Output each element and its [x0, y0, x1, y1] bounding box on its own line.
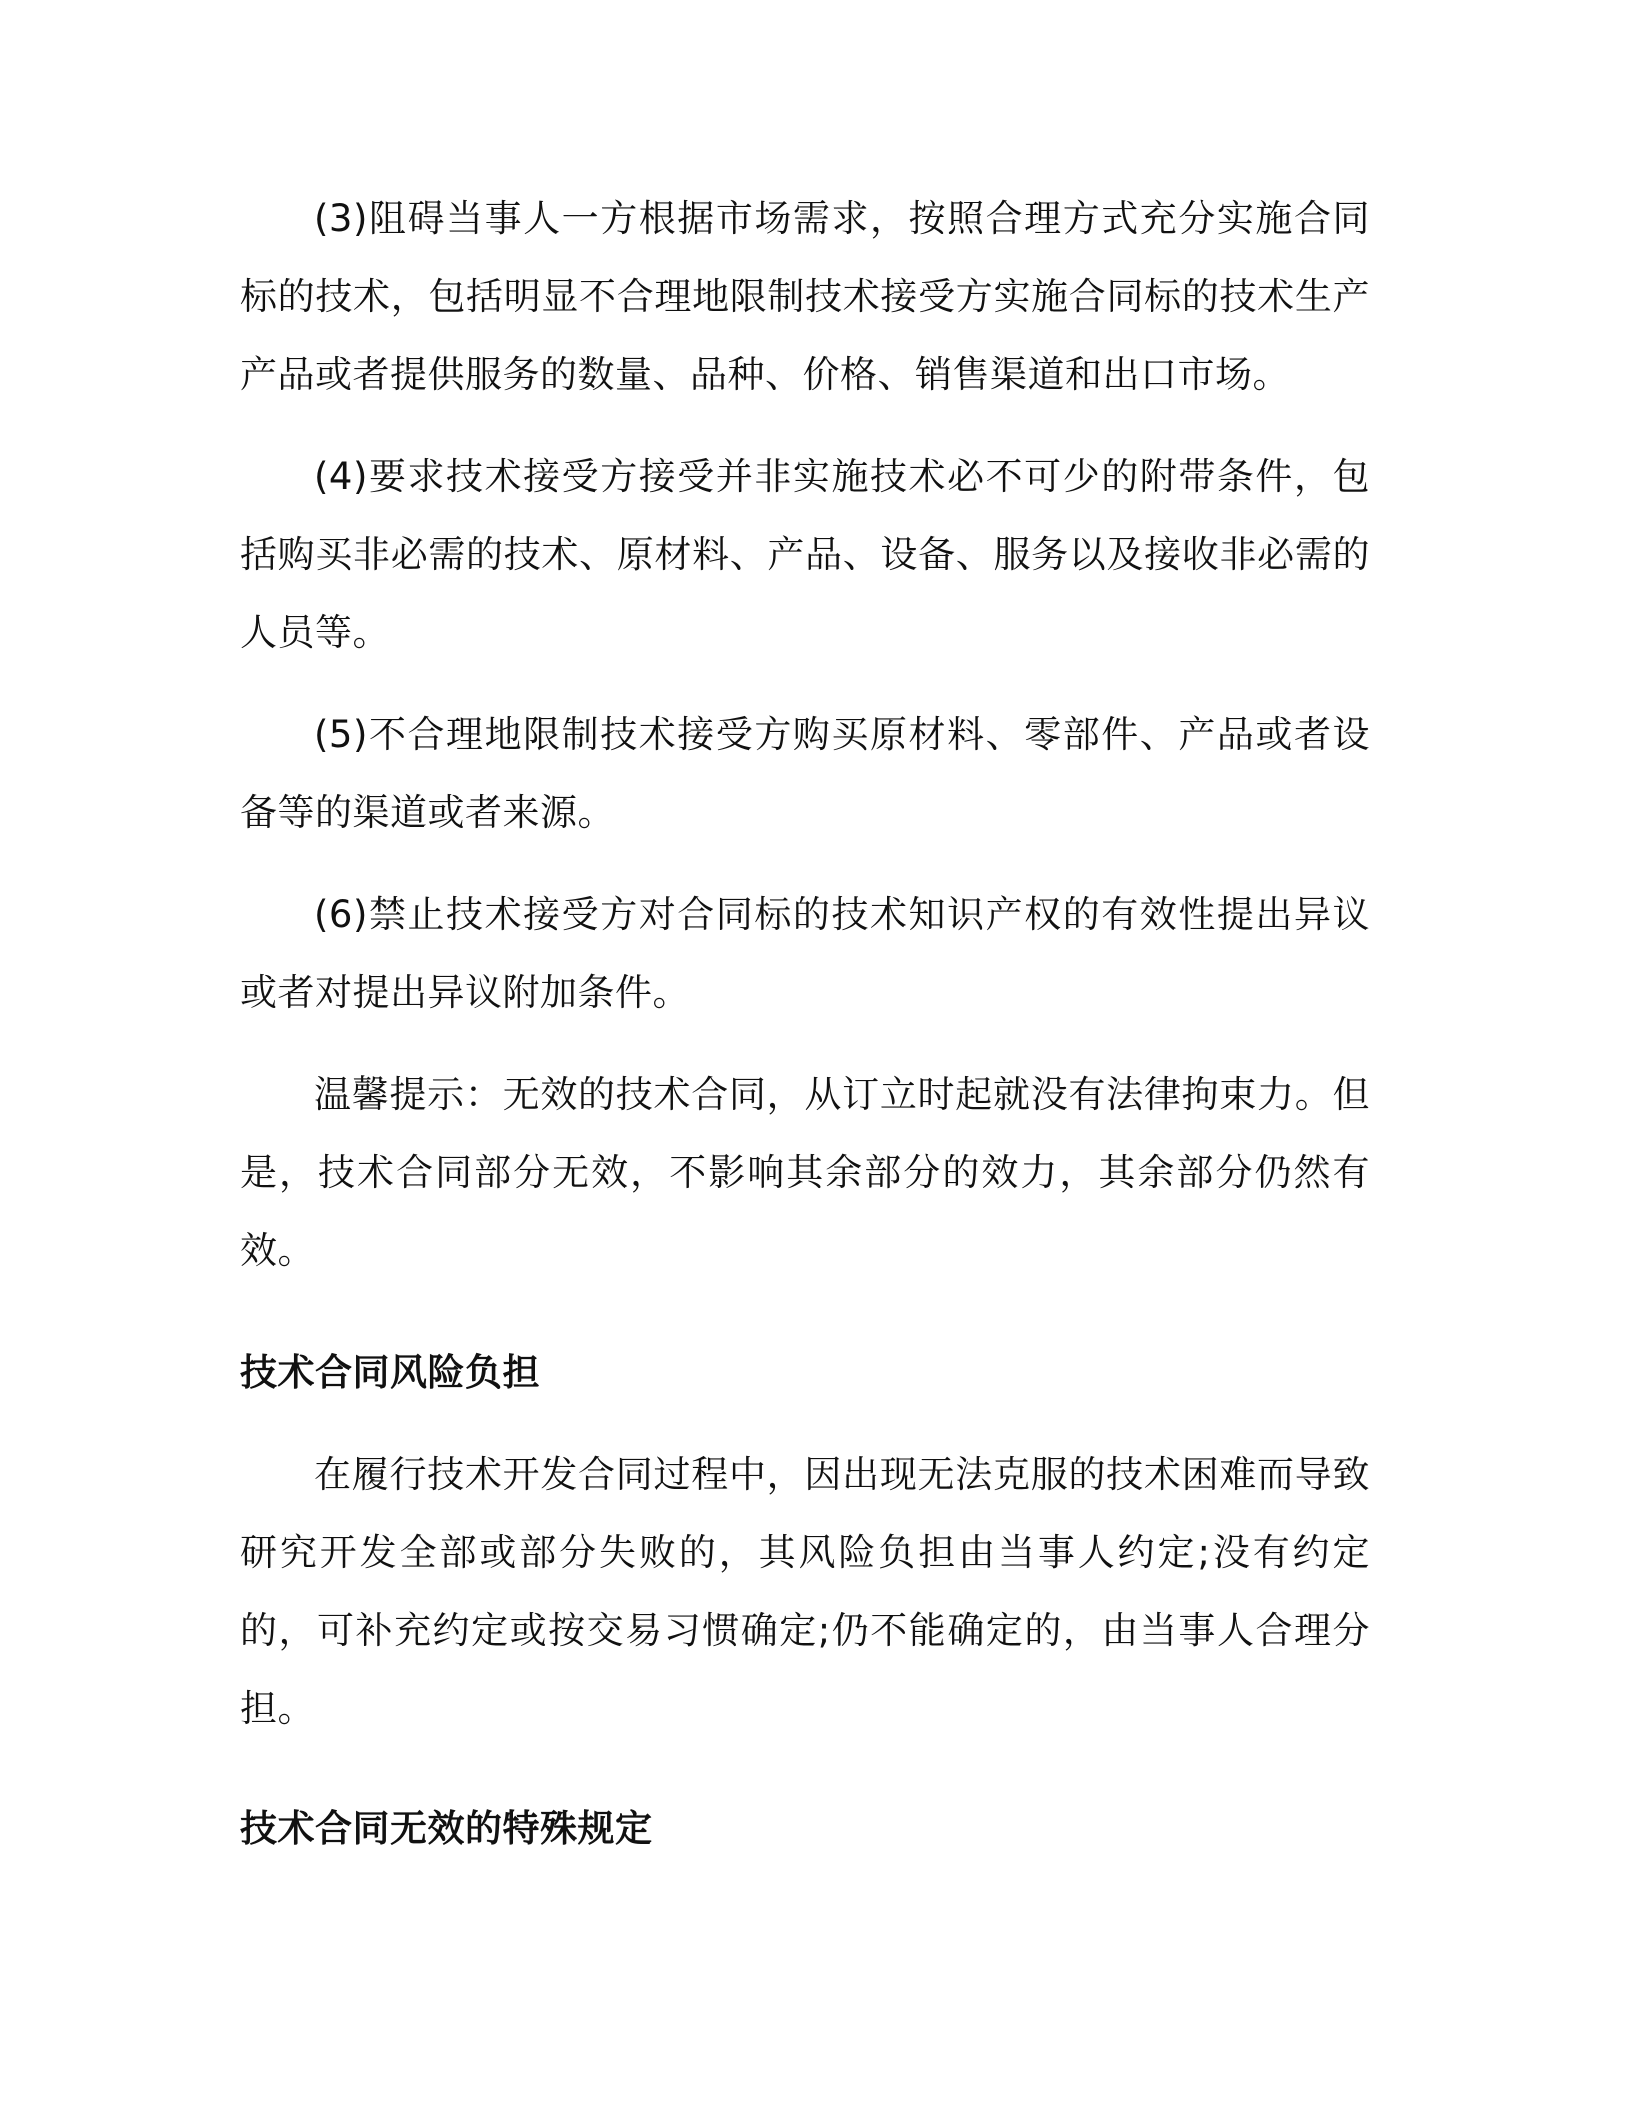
section-heading-risk: 技术合同风险负担 — [240, 1351, 540, 1394]
paragraph-risk: 在履行技术开发合同过程中，因出现无法克服的技术困难而导致研究开发全部或部分失败的，其风险负担由当事人约定;没有约定的，可补充约定或按交易习惯确定;仍不能确定的，由当事人合理分担。 — [240, 1453, 1370, 1730]
paragraph-item-3: (3)阻碍当事人一方根据市场需求，按照合理方式充分实施合同标的技术，包括明显不合理地限制技术接受方实施合同标的技术生产产品或者提供服务的数量、品种、价格、销售渠道和出口市场。 — [240, 197, 1370, 396]
paragraph-item-5: (5)不合理地限制技术接受方购买原材料、零部件、产品或者设备等的渠道或者来源。 — [240, 713, 1370, 834]
paragraph-item-4: (4)要求技术接受方接受并非实施技术必不可少的附带条件，包括购买非必需的技术、原材料、产品、设备、服务以及接收非必需的人员等。 — [240, 455, 1370, 654]
paragraph-item-6: (6)禁止技术接受方对合同标的技术知识产权的有效性提出异议或者对提出异议附加条件。 — [240, 893, 1370, 1014]
paragraph-tip: 温馨提示：无效的技术合同，从订立时起就没有法律拘束力。但是，技术合同部分无效，不影响其余部分的效力，其余部分仍然有效。 — [240, 1073, 1370, 1272]
section-heading-invalid: 技术合同无效的特殊规定 — [240, 1807, 653, 1850]
